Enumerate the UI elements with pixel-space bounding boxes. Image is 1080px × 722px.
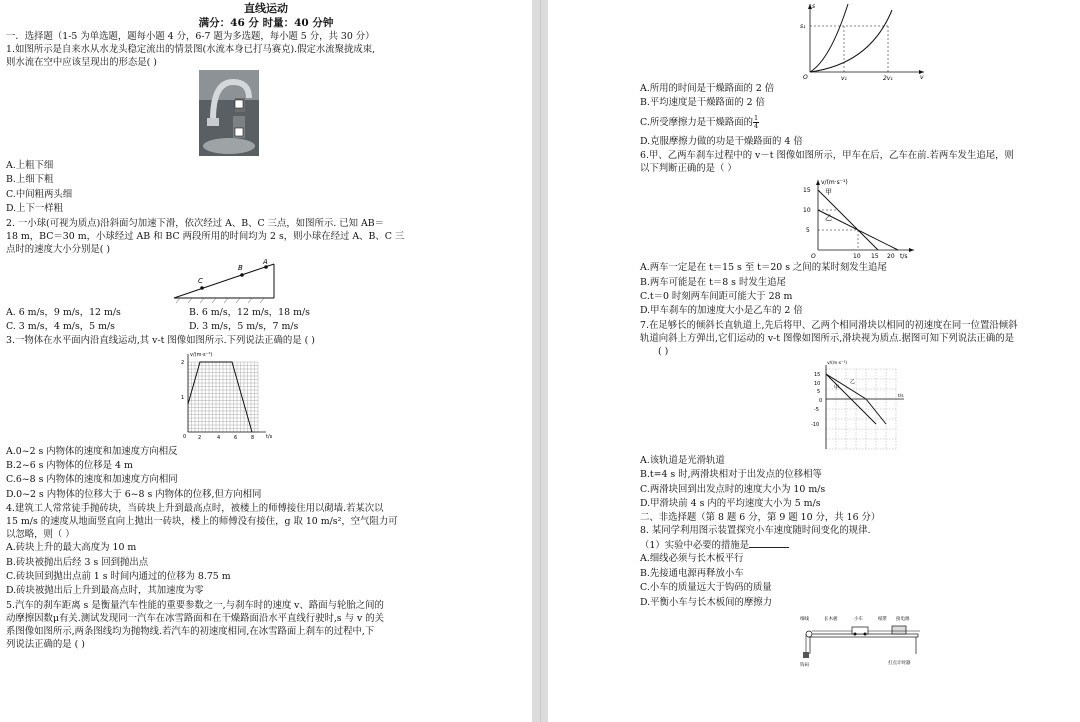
- question-text: 15 m/s 的速度从地面竖直向上抛出一砖块，楼上的师傅没有接住，g 取 10 m/s²，空气阻力可: [6, 516, 398, 528]
- x-tick: 10: [853, 253, 861, 261]
- option-c: C.小车的质量远大于钩码的质量: [640, 582, 772, 594]
- origin-label: O: [803, 74, 808, 81]
- option-b: B.t=4 s 时,两滑块相对于出发点的位移相等: [640, 469, 822, 481]
- y-tick: 10: [803, 207, 811, 215]
- option-d: D.甲滑块前 4 s 内的平均速度大小为 5 m/s: [640, 498, 821, 510]
- sub-question: （1）实验中必要的措施是: [640, 540, 750, 552]
- option-a: A.0~2 s 内物体的速度和加速度方向相反: [6, 445, 178, 457]
- question-text: 7.在足够长的倾斜长直轨道上,先后将甲、乙两个相同滑块以相同的初速度在同一位置沿倾斜: [640, 319, 1018, 331]
- question-text: 8. 某同学利用图示装置探究小车速度随时间变化的规律.: [640, 525, 871, 537]
- s1-label: s₁: [800, 23, 806, 30]
- fraction-denominator: 4: [753, 121, 759, 130]
- x-axis-label: t/s: [898, 393, 904, 399]
- question-text: 6.甲、乙两车刹车过程中的 v－t 图像如图所示，甲车在后，乙车在前.若两车发生追尾，则: [640, 150, 1014, 162]
- option-d: D.甲车刹车的加速度大小是乙车的 2 倍: [640, 305, 803, 317]
- sv-graph-q5: [640, 0, 1074, 82]
- y-tick: 5: [806, 227, 810, 235]
- apparatus-figure: [640, 610, 1074, 670]
- vt-graph-q3: [6, 347, 526, 445]
- y-tick: 5: [817, 388, 821, 395]
- option-a: A.上粗下细: [6, 160, 54, 171]
- origin-label: O: [811, 253, 816, 261]
- x-tick: 8: [251, 434, 255, 441]
- question-text: 1.如图所示是自来水从水龙头稳定流出的情景图(水流本身已打马赛克).假定水流聚拢成束,: [6, 44, 376, 55]
- option-d: D. 3 m/s，5 m/s，7 m/s: [189, 320, 299, 332]
- question-text: 点时的速度大小分别是( ): [6, 243, 111, 255]
- y-tick: -5: [814, 406, 819, 413]
- y-tick: 0: [183, 433, 187, 440]
- label-power: 接电源: [896, 617, 910, 623]
- v2-label: 2v₁: [883, 75, 893, 82]
- page-divider: [540, 0, 541, 722]
- point-label-c: C: [198, 276, 203, 285]
- option-c: C.中间粗两头细: [6, 188, 73, 200]
- y-tick: -10: [811, 421, 820, 428]
- option-c: [640, 111, 1074, 135]
- option-a: A.砖块上升的最大高度为 10 m: [6, 542, 137, 554]
- fraction: [753, 115, 759, 130]
- question-text: 轨道向斜上方弹出,它们运动的 v-t 图像如图所示,滑块视为质点.据图可知下列说法正确的是: [640, 332, 1015, 344]
- x-tick: 2: [198, 434, 202, 441]
- question-text: 2. 一小球(可视为质点)沿斜面匀加速下滑，依次经过 A、B、C 三点，如图所示. 已知 AB＝: [6, 217, 385, 229]
- x-tick: 20: [887, 253, 895, 261]
- options-row: [6, 306, 526, 320]
- exam-info: 满分：46 分 时量：40 分钟: [198, 17, 334, 29]
- label-weight: 钩码: [800, 663, 809, 669]
- option-d: D.0~2 s 内物体的位移大于 6~8 s 内物体的位移,但方向相同: [6, 488, 262, 500]
- option-d: D.上下一样粗: [6, 203, 64, 215]
- y-axis-label: v/(m·s⁻¹): [190, 351, 213, 358]
- x-tick: 4: [217, 434, 221, 441]
- document-page-left: [0, 0, 532, 722]
- y-tick: 10: [814, 380, 821, 387]
- option-a: A.两车一定是在 t＝15 s 至 t＝20 s 之间的某时刻发生追尾: [640, 262, 887, 274]
- question-text: 系图像如图所示,两条图线均为抛物线.若汽车的初速度相同,在冰雪路面上刹车的过程中,下: [6, 625, 375, 637]
- line-label-yi: 乙: [825, 214, 832, 223]
- option-c: C.t＝0 时刻两车间距可能大于 28 m: [640, 291, 793, 303]
- option-c: C.砖块回到抛出点前 1 s 时间内通过的位移为 8.75 m: [6, 571, 231, 583]
- incline-figure: [6, 256, 526, 306]
- option-b: B.先接通电源再释放小车: [640, 567, 744, 579]
- line-label-jia: 甲: [834, 384, 840, 391]
- section-heading: 一．选择题（1-5 为单选题，题每小题 4 分，6-7 题为多选题，每小题 5 分，共 30 分）: [6, 31, 375, 42]
- y-axis-label: v/(m·s⁻¹): [821, 179, 848, 187]
- v-axis-label: v: [920, 74, 924, 81]
- section-heading: 二、非选择题（第 8 题 6 分，第 9 题 10 分，共 16 分）: [640, 512, 881, 524]
- line-label-yi: 乙: [850, 378, 856, 385]
- option-b: B.两车可能是在 t＝8 s 时发生追尾: [640, 276, 786, 288]
- x-axis-label: t/s: [900, 253, 908, 261]
- vt-graph-q6: [640, 175, 1074, 261]
- fraction-numerator: 1: [753, 113, 759, 122]
- option-b: B.砖块被抛出后经 3 s 回到抛出点: [6, 556, 149, 568]
- option-b: B. 6 m/s，12 m/s，18 m/s: [189, 306, 310, 318]
- point-label-a: A: [263, 257, 268, 266]
- question-text: 以忽略，则（ ）: [6, 529, 75, 541]
- s-axis-label: s: [812, 3, 816, 10]
- option-b: B.2~6 s 内物体的位移是 4 m: [6, 460, 133, 472]
- question-text: 3.一物体在水平面内沿直线运动,其 v-t 图像如图所示.下列说法正确的是 ( ): [6, 334, 315, 346]
- page-title: 直线运动: [244, 2, 288, 15]
- line-label-jia: 甲: [825, 188, 832, 197]
- question-text: ( ): [658, 345, 669, 357]
- question-text: 4.建筑工人常常徒手抛砖块，当砖块上升到最高点时，被楼上的师傅接住用以砌墙.若某次以: [6, 503, 384, 515]
- document-page-right: [548, 0, 1080, 722]
- option-d: D.平衡小车与长木板间的摩擦力: [640, 596, 773, 608]
- x-tick: 15: [871, 253, 879, 261]
- label-board: 长木板: [824, 617, 838, 623]
- vt-chart-q7: [810, 359, 910, 453]
- apparatus-diagram: [800, 612, 930, 670]
- question-text: 则水流在空中应该呈现出的形态是( ): [6, 57, 157, 68]
- option-a: A.该轨道是光滑轨道: [640, 454, 725, 466]
- faucet-photo: [6, 69, 526, 159]
- answer-blank[interactable]: [749, 537, 789, 548]
- x-tick: 6: [234, 434, 238, 441]
- option-c-text: C.所受摩擦力是干燥路面的: [640, 116, 753, 128]
- option-d: D.砖块被抛出后上升到最高点时，其加速度为零: [6, 585, 204, 597]
- y-tick: 0: [819, 397, 823, 404]
- y-tick: 15: [803, 187, 811, 195]
- y-tick: 1: [181, 394, 185, 401]
- label-string: 细线: [800, 617, 809, 623]
- option-c: C.6~8 s 内物体的速度和加速度方向相同: [6, 474, 178, 486]
- question-text: 18 m，BC＝30 m，小球经过 AB 和 BC 两段所用的时间均为 2 s，则小球在经过 A、B、C 三: [6, 230, 405, 242]
- options-row: [6, 320, 526, 334]
- question-text: [640, 537, 1074, 552]
- option-c: C. 3 m/s，4 m/s，5 m/s: [6, 320, 115, 332]
- option-a: A.所用的时间是干燥路面的 2 倍: [640, 83, 775, 94]
- option-c: C.两滑块回到出发点时的速度大小为 10 m/s: [640, 483, 826, 495]
- incline-diagram: [170, 258, 280, 304]
- vt-chart-q6: [800, 176, 920, 260]
- sv-chart-q5: [800, 0, 930, 82]
- option-a: A. 6 m/s，9 m/s，12 m/s: [6, 306, 121, 318]
- option-d: D.克服摩擦力做的功是干燥路面的 4 倍: [640, 135, 803, 147]
- label-timer: 打点计时器: [888, 661, 911, 667]
- option-a: A.细线必须与长木板平行: [640, 553, 744, 565]
- y-axis-label: v/(m·s⁻¹): [827, 360, 848, 366]
- faucet-image: [199, 70, 259, 156]
- option-b: B.平均速度是干燥路面的 2 倍: [640, 97, 765, 109]
- question-text: 列说法正确的是 ( ): [6, 638, 85, 650]
- vt-graph-q7: [640, 358, 1074, 454]
- label-tape: 纸带: [878, 617, 887, 623]
- question-text: 动摩擦因数μ有关.测试发现同一汽车在冰雪路面和在干燥路面沿水平直线行驶时,s 与 v 的关: [6, 612, 384, 624]
- y-tick: 15: [814, 371, 821, 378]
- question-text: 5.汽车的刹车距离 s 是衡量汽车性能的重要参数之一,与刹车时的速度 v、路面与轮胎之间的: [6, 599, 384, 611]
- point-label-b: B: [238, 263, 243, 272]
- option-b: B.上细下粗: [6, 174, 54, 186]
- question-text: 以下判断正确的是（ ）: [640, 163, 737, 175]
- y-tick: 2: [181, 359, 185, 366]
- x-axis-label: t/s: [266, 433, 273, 440]
- vt-chart-q3: [176, 348, 276, 444]
- v1-label: v₁: [841, 75, 847, 82]
- label-cart: 小车: [854, 617, 863, 623]
